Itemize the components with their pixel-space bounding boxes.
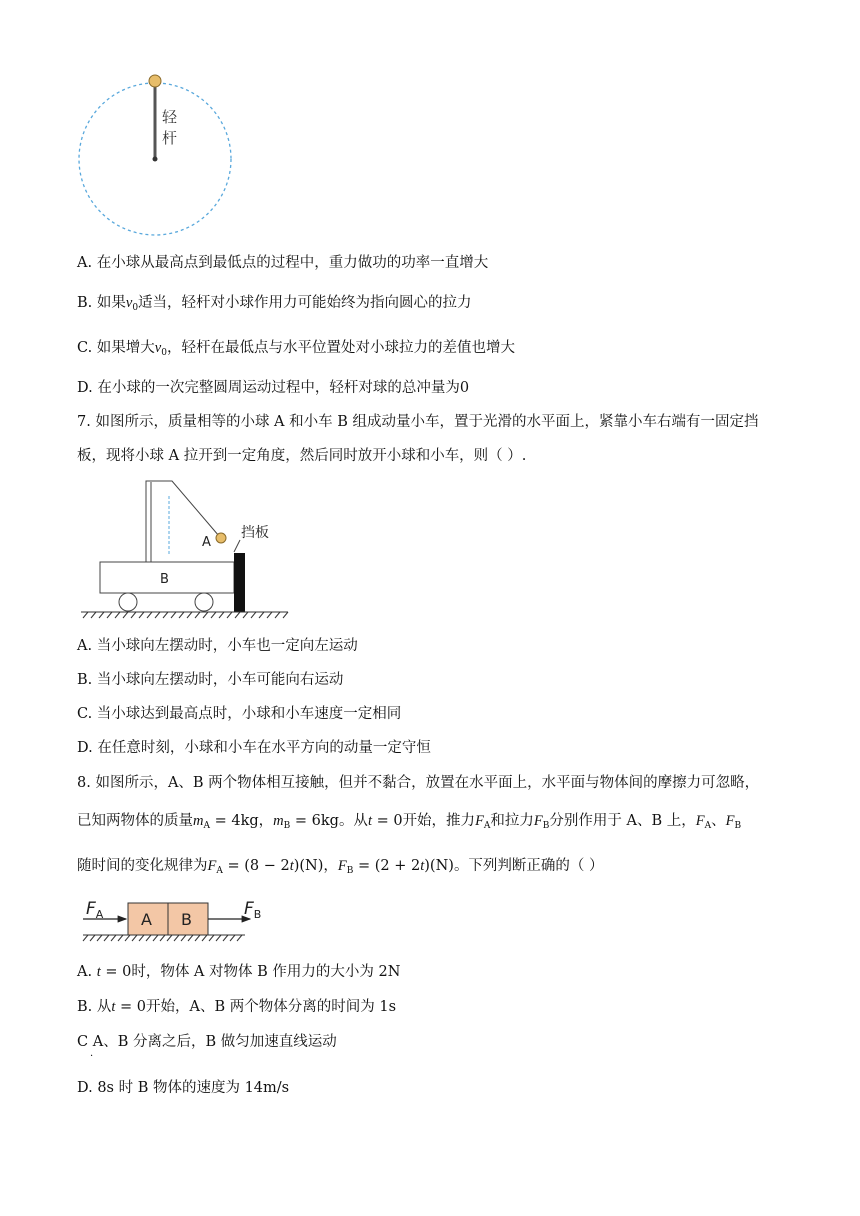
q6-option-a: A. 在小球从最高点到最低点的过程中，重力做功的功率一直增大 [77, 255, 489, 271]
fb-label: $F_B$ [244, 899, 262, 921]
q8-stem-line1: 8. 如图所示，A、B 两个物体相互接触，但并不黏合，放置在水平面上，水平面与物体间的摩擦力可忽略， [77, 775, 760, 791]
q6-option-c: C. 如果增大$v_0$，轻杆在最低点与水平位置处对小球拉力的差值也增大 [77, 340, 515, 358]
wall-label-leader [234, 540, 240, 552]
fixed-wall [234, 553, 245, 612]
q8-stem-line3: 随时间的变化规律为$F_A = (8 - 2t)(N)$，$F_B = (2 + 2t)(N)$。下列判断正确的（ ） [77, 858, 604, 876]
q6-option-b: B. 如果$v_0$适当，轻杆对小球作用力可能始终为指向圆心的拉力 [77, 295, 472, 313]
block-b-label: B [181, 910, 192, 929]
ground-hatching [83, 935, 242, 941]
cart-wheel-right [195, 593, 213, 611]
stray-dot: · [90, 1051, 94, 1062]
q7-option-a: A. 当小球向左摆动时，小车也一定向左运动 [77, 638, 358, 654]
ball-a-label: A [202, 535, 211, 550]
block-a-label: A [141, 910, 152, 929]
q8-stem-line2: 已知两物体的质量$m_A = 4kg$，$m_B = 6kg$。从t = 0开始，推力$F_A$和拉力$F_B$分别作用于 A、B 上，$F_A$、$F_B$ [77, 813, 742, 831]
q6-option-d: D. 在小球的一次完整圆周运动过程中，轻杆对球的总冲量为0 [77, 380, 470, 396]
wall-label: 挡板 [241, 525, 269, 541]
q7-stem-line1: 7. 如图所示，质量相等的小球 A 和小车 B 组成动量小车，置于光滑的水平面上，紧靠小车右端有一固定挡 [77, 414, 759, 430]
q8-option-d: D. 8s 时 B 物体的速度为 14m/s [77, 1080, 290, 1096]
q7-option-d: D. 在任意时刻，小球和小车在水平方向的动量一定守恒 [77, 740, 431, 756]
rod-label-1: 轻 [162, 108, 178, 126]
rod-label-2: 杆 [162, 129, 178, 147]
q7-option-c: C. 当小球达到最高点时，小球和小车速度一定相同 [77, 706, 402, 722]
q7-stem-line2: 板，现将小球 A 拉开到一定角度，然后同时放开小球和小车，则（ ）. [77, 448, 527, 464]
q8-option-b: B. 从t = 0开始，A、B 两个物体分离的时间为 1s [77, 999, 397, 1015]
cart-pendulum-figure [78, 476, 298, 622]
ground-hatching [83, 612, 288, 618]
pivot-point [153, 157, 158, 162]
rod-circle-figure [78, 70, 238, 240]
fa-label: $F_A$ [86, 899, 104, 921]
blocks-figure [80, 892, 270, 950]
q7-option-b: B. 当小球向左摆动时，小车可能向右运动 [77, 672, 344, 688]
q8-option-a: A. t = 0时，物体 A 对物体 B 作用力的大小为 2N [77, 964, 401, 980]
cart-wheel-left [119, 593, 137, 611]
ball-a [216, 533, 226, 543]
ball [149, 75, 161, 87]
q8-option-c: C A、B 分离之后，B 做匀加速直线运动 [77, 1034, 337, 1050]
cart-b-label: B [160, 572, 169, 587]
